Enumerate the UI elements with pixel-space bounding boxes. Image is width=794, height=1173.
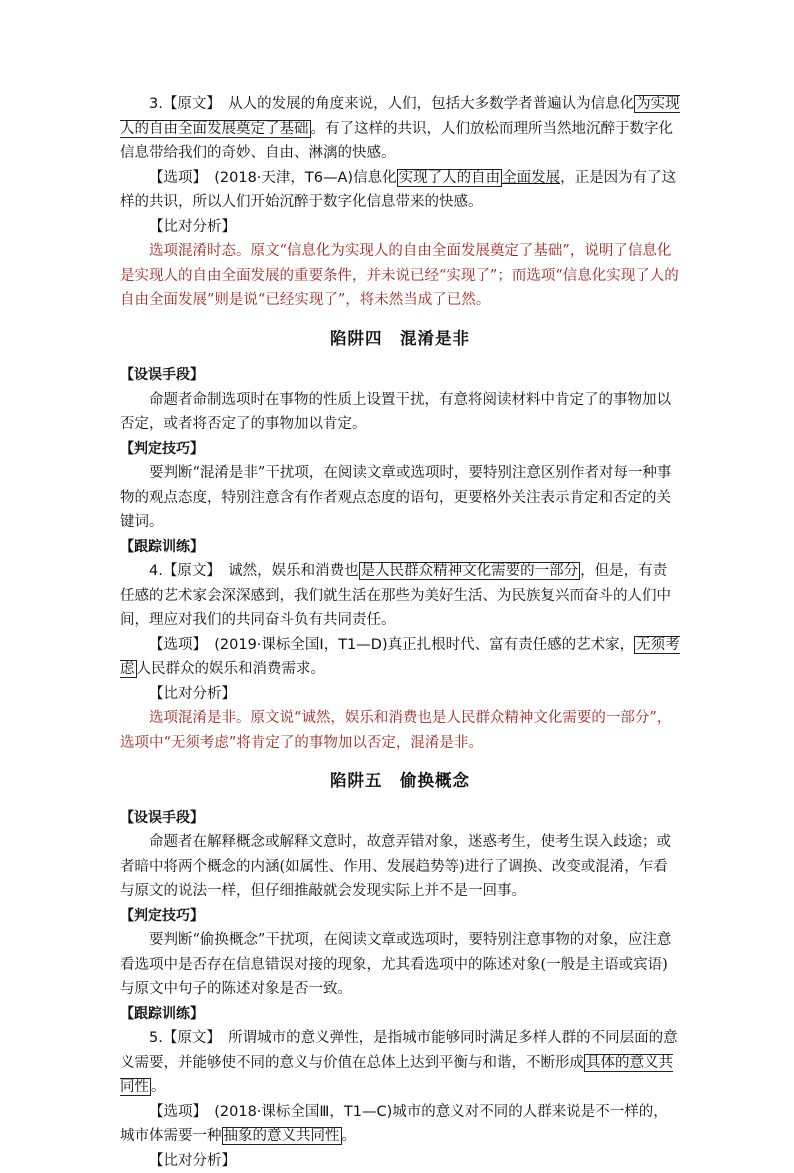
item3-option-boxed: 实现了人的自由 — [397, 169, 503, 187]
section4-method-text: 命题者命制选项时在事物的性质上设置干扰，有意将阅读材料中肯定了的事物加以否定，或者将否定了的事物加以肯定。 — [120, 388, 680, 437]
item3-compare-label: 【比对分析】 — [120, 215, 680, 240]
item4-option-boxed: 无须考虑 — [120, 636, 680, 679]
item5-option-label: 【选项】 — [149, 1104, 200, 1120]
item5-option-text-pre: (2018·课标全国Ⅲ，T1—C)城市的意义对不同的人群来说是不一样的，城市体需要一种 — [120, 1104, 668, 1145]
section4-method-label: 【设误手段】 — [120, 363, 680, 388]
item4-original — [120, 559, 680, 633]
item5-option-boxed: 抽象的意义共同性 — [222, 1127, 342, 1145]
item5-original-label: 5.【原文】 — [149, 1030, 214, 1046]
item5-original-boxed: 具体的意义共同性 — [120, 1054, 673, 1097]
item5-original-text-post: 。 — [151, 1079, 166, 1095]
item4-analysis: 选项混淆是非。原文说“诚然，娱乐和消费也是人民群众精神文化需要的一部分”，选项中“无须考虑”将肯定了的事物加以否定，混淆是非。 — [120, 706, 680, 755]
item3-original — [120, 92, 680, 166]
item5-option — [120, 1100, 680, 1149]
item3-analysis: 选项混淆时态。原文“信息化为实现人的自由全面发展奠定了基础”，说明了信息化是实现人的自由全面发展的重要条件，并未说已经“实现了”；而选项“信息化实现了人的自由全面发展”则是说“已经实现了”，将未然当成了已然。 — [120, 239, 680, 313]
item3-original-text-pre: 从人的发展的角度来说，人们，包括大多数学者普遍认为信息化 — [214, 96, 635, 112]
section5-title: 陷阱五 偷换概念 — [120, 769, 680, 794]
item3-option-text-post: ，正是因为有了这样的共识，所以人们开始沉醉于数字化信息带来的快感。 — [120, 170, 676, 211]
item3-original-label: 3.【原文】 — [149, 96, 214, 112]
item5-compare-label: 【比对分析】 — [120, 1149, 680, 1173]
section4-title: 陷阱四 混淆是非 — [120, 327, 680, 352]
item4-original-text-pre: 诚然，娱乐和消费也 — [214, 563, 359, 579]
section4-training-label: 【跟踪训练】 — [120, 535, 680, 560]
document-page — [120, 92, 680, 1173]
section4-skill-text: 要判断“混淆是非”干扰项，在阅读文章或选项时，要特别注意区别作者对每一种事物的观点态度，特别注意含有作者观点态度的语句，更要格外关注表示肯定和否定的关键词。 — [120, 461, 680, 535]
section4-skill-label: 【判定技巧】 — [120, 437, 680, 462]
item4-original-text-post: ，但是，有责任感的艺术家会深深感到，我们就生活在那些为美好生活、为民族复兴而奋斗的人们中间，理应对我们的共同奋斗负有共同责任。 — [120, 563, 671, 628]
item3-original-boxed: 为实现人的自由全面发展奠定了基础 — [120, 95, 680, 138]
item5-original — [120, 1026, 680, 1100]
item3-option-underlined: 全面发展 — [502, 170, 560, 186]
item4-original-label: 4.【原文】 — [149, 563, 214, 579]
item5-original-text-pre: 所谓城市的意义弹性，是指城市能够同时满足多样人群的不同层面的意义需要，并能够使不同的意义与价值在总体上达到平衡与和谐，不断形成 — [120, 1030, 678, 1071]
item4-original-boxed: 是人民群众精神文化需要的一部分 — [359, 562, 581, 580]
item4-option-text-post: 人民群众的娱乐和消费需求。 — [137, 661, 326, 677]
item3-option — [120, 166, 680, 215]
section5-skill-label: 【判定技巧】 — [120, 904, 680, 929]
section5-training-label: 【跟踪训练】 — [120, 1002, 680, 1027]
item3-option-label: 【选项】 — [149, 170, 200, 186]
item4-option-label: 【选项】 — [149, 637, 200, 653]
item3-original-text-post: 。有了这样的共识，人们放松而理所当然地沉醉于数字化信息带给我们的奇妙、自由、淋漓的快感。 — [120, 121, 673, 162]
item4-option — [120, 633, 680, 682]
section5-method-label: 【设误手段】 — [120, 806, 680, 831]
item4-compare-label: 【比对分析】 — [120, 682, 680, 707]
item5-option-text-post: 。 — [342, 1128, 357, 1144]
section5-method-text: 命题者在解释概念或解释文意时，故意弄错对象，迷惑考生，使考生误入歧途；或者暗中将两个概念的内涵(如属性、作用、发展趋势等)进行了调换、改变或混淆，乍看与原文的说法一样，但仔细推敲就会发现实际上并不是一回事。 — [120, 830, 680, 904]
item4-option-text-pre: (2019·课标全国Ⅰ，T1—D)真正扎根时代、富有责任感的艺术家， — [200, 637, 634, 653]
section5-skill-text: 要判断“偷换概念”干扰项，在阅读文章或选项时，要特别注意事物的对象，应注意看选项中是否存在信息错误对接的现象，尤其看选项中的陈述对象(一般是主语或宾语)与原文中句子的陈述对象是否一致。 — [120, 928, 680, 1002]
item3-option-text-pre: (2018·天津，T6—A)信息化 — [200, 170, 397, 186]
